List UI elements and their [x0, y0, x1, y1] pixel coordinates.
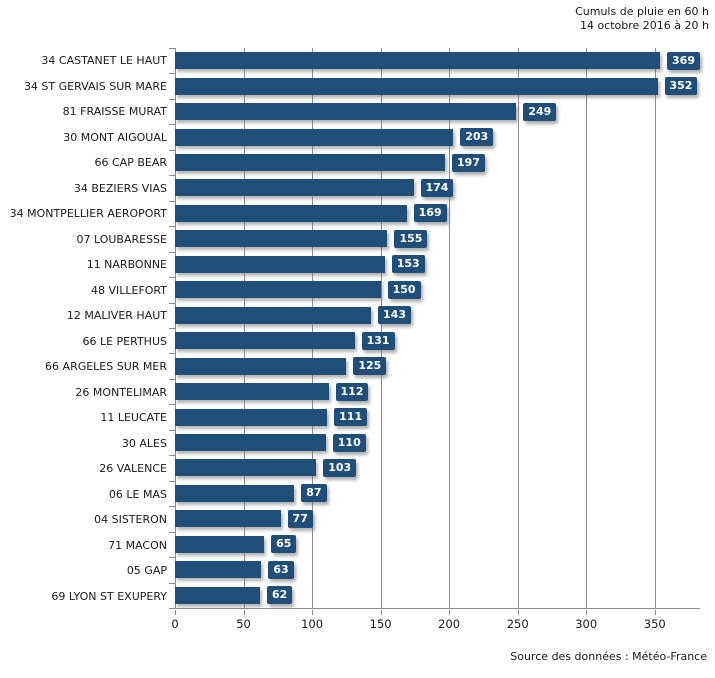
bar-row: [175, 303, 700, 328]
bar: [175, 281, 381, 298]
category-label: 26 MONTELIMAR: [75, 385, 167, 399]
bar: [175, 52, 660, 69]
category-label: 66 ARGELES SUR MER: [45, 360, 167, 374]
category-label: 48 VILLEFORT: [90, 283, 167, 297]
x-tickmark: [381, 610, 382, 615]
x-ticklabel: 100: [301, 617, 324, 631]
bar: [175, 154, 445, 171]
category-label: 11 LEUCATE: [100, 411, 167, 425]
bars: [175, 48, 700, 608]
bar: [175, 358, 346, 375]
value-label: 125: [353, 357, 386, 375]
x-tickmark: [244, 610, 245, 615]
bar: [175, 459, 316, 476]
source-note: Source des données : Météo-France: [510, 650, 707, 663]
value-label: 62: [267, 586, 292, 604]
bar: [175, 434, 326, 451]
value-label: 77: [288, 510, 313, 528]
chart-title: [575, 5, 709, 33]
bar: [175, 587, 260, 604]
bar: [175, 179, 414, 196]
bar: [175, 103, 516, 120]
value-label: 174: [421, 179, 454, 197]
value-label: 369: [667, 52, 700, 70]
category-label: 34 MONTPELLIER AEROPORT: [9, 207, 167, 221]
bar-row: [175, 532, 700, 557]
x-tickmark: [655, 610, 656, 615]
category-label: 34 ST GERVAIS SUR MARE: [23, 79, 167, 93]
category-label: 05 GAP: [126, 564, 167, 578]
bar-row: [175, 277, 700, 302]
bar-row: [175, 201, 700, 226]
value-label: 143: [378, 306, 411, 324]
bar-row: [175, 583, 700, 608]
chart-title-line1: Cumuls de pluie en 60 h: [575, 5, 709, 18]
x-ticklabel: 50: [236, 617, 251, 631]
value-label: 169: [414, 204, 447, 222]
value-label: 111: [334, 408, 367, 426]
x-tickmark: [312, 610, 313, 615]
x-tickmark: [449, 610, 450, 615]
category-tick: [169, 608, 175, 609]
category-label: 81 FRAISSE MURAT: [62, 105, 167, 119]
category-label: 30 MONT AIGOUAL: [63, 130, 167, 144]
bar: [175, 536, 264, 553]
category-label: 66 CAP BEAR: [94, 156, 167, 170]
bar: [175, 332, 355, 349]
value-label: 63: [268, 561, 293, 579]
bar-row: [175, 404, 700, 429]
bar: [175, 230, 387, 247]
category-label: 07 LOUBARESSE: [76, 232, 167, 246]
bar: [175, 307, 371, 324]
bar-row: [175, 99, 700, 124]
value-label: 153: [392, 255, 425, 273]
bar-row: [175, 455, 700, 480]
x-ticklabel: 250: [506, 617, 529, 631]
bar: [175, 485, 294, 502]
value-label: 65: [271, 535, 296, 553]
value-label: 87: [301, 484, 326, 502]
chart-title-line2: 14 octobre 2016 à 20 h: [579, 19, 709, 32]
category-label: 34 CASTANET LE HAUT: [41, 54, 167, 68]
bar: [175, 129, 453, 146]
value-label: 249: [523, 103, 556, 121]
bar-row: [175, 48, 700, 73]
bar: [175, 383, 329, 400]
value-label: 197: [452, 154, 485, 172]
bar-row: [175, 252, 700, 277]
bar-row: [175, 175, 700, 200]
bar-row: [175, 557, 700, 582]
bar: [175, 78, 658, 95]
category-label: 11 NARBONNE: [86, 258, 167, 272]
x-ticklabel: 200: [438, 617, 461, 631]
bar-row: [175, 226, 700, 251]
value-label: 110: [333, 434, 366, 452]
x-ticklabel: 150: [369, 617, 392, 631]
bar-row: [175, 506, 700, 531]
bar: [175, 256, 385, 273]
bar-row: [175, 150, 700, 175]
category-label: 66 LE PERTHUS: [82, 334, 167, 348]
category-label: 06 LE MAS: [108, 487, 167, 501]
x-ticklabel: 350: [643, 617, 666, 631]
bar-row: [175, 328, 700, 353]
bar: [175, 561, 261, 578]
bar: [175, 510, 281, 527]
category-label: 30 ALES: [121, 436, 167, 450]
category-label: 71 MACON: [108, 538, 167, 552]
bar: [175, 409, 327, 426]
category-label: 12 MALIVER HAUT: [66, 309, 167, 323]
x-ticklabel: 300: [575, 617, 598, 631]
plot-area: [175, 48, 700, 609]
bar-row: [175, 124, 700, 149]
value-label: 103: [323, 459, 356, 477]
x-tickmark: [175, 610, 176, 615]
value-label: 150: [388, 281, 421, 299]
bar-row: [175, 379, 700, 404]
category-labels: [0, 48, 167, 609]
bar-row: [175, 353, 700, 378]
value-label: 112: [336, 383, 369, 401]
value-label: 131: [362, 332, 395, 350]
bar: [175, 205, 407, 222]
value-label: 352: [665, 77, 698, 95]
category-label: 04 SISTERON: [94, 513, 167, 527]
value-label: 155: [394, 230, 427, 248]
category-label: 34 BEZIERS VIAS: [73, 181, 167, 195]
x-tickmark: [518, 610, 519, 615]
x-ticklabel: 0: [171, 617, 179, 631]
bar-row: [175, 73, 700, 98]
x-tickmark: [586, 610, 587, 615]
bar-row: [175, 481, 700, 506]
category-label: 26 VALENCE: [99, 462, 167, 476]
value-label: 203: [460, 128, 493, 146]
bar-row: [175, 430, 700, 455]
category-label: 69 LYON ST EXUPERY: [51, 589, 167, 603]
